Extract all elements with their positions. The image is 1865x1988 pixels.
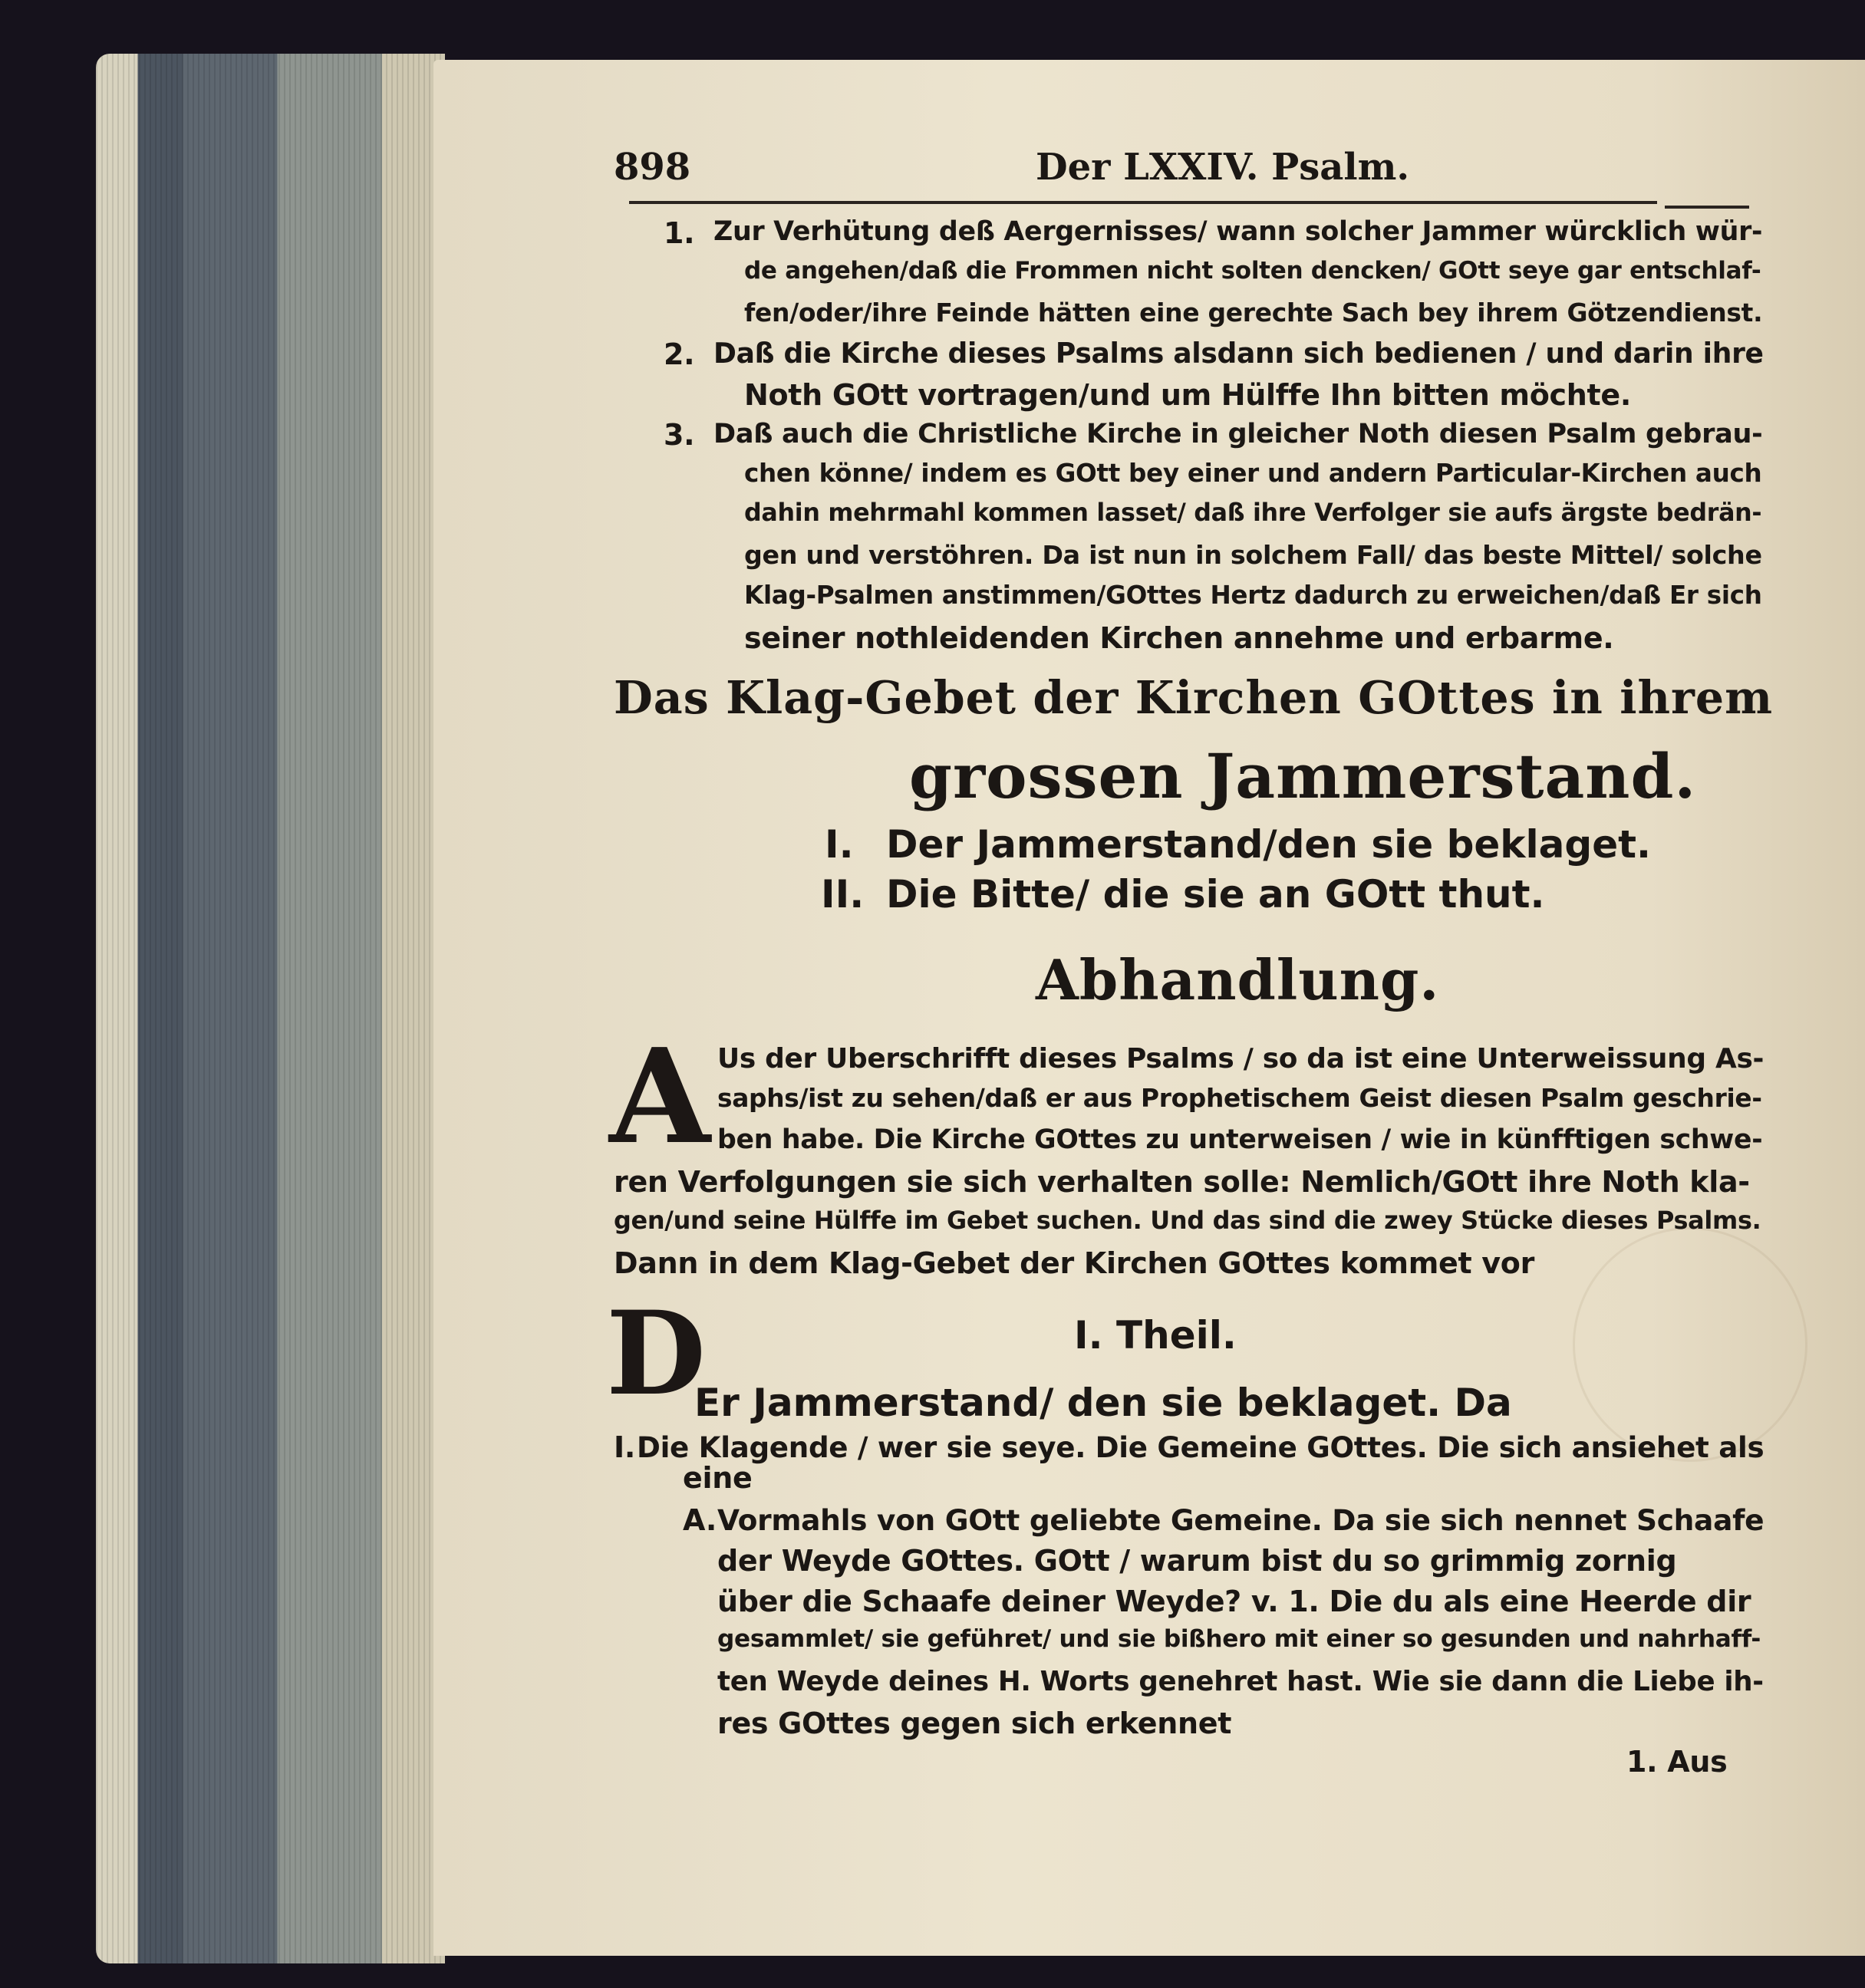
list-item-line: Daß die Kirche dieses Psalms alsdann sich bedienen / und darin ihre	[713, 337, 1764, 370]
list-item-line: dahin mehrmahl kommen lasset/ daß ihre Verfolger sie aufs ärgste bedrän-	[744, 499, 1762, 527]
catchword: 1. Aus	[1626, 1745, 1728, 1779]
paragraph-line: ben habe. Die Kirche GOttes zu unterweisen / wie in künfftigen schwe-	[717, 1124, 1763, 1155]
list-item-line: fen/oder/ihre Feinde hätten eine gerechte Sach bey ihrem Götzendienst.	[744, 298, 1763, 327]
item-line: Die Klagende / wer sie seye. Die Gemeine GOttes. Die sich ansiehet als	[637, 1430, 1765, 1464]
list-item-number: 2.	[664, 337, 695, 371]
item-line: gesammlet/ sie geführet/ und sie bißhero mit einer so gesunden und nahrhaff-	[717, 1625, 1761, 1653]
paragraph-line: Us der Uberschrifft dieses Psalms / so da ist eine Unterweissung As-	[717, 1043, 1765, 1075]
item-number: I.	[614, 1430, 635, 1464]
page-header-title: Der LXXIV. Psalm.	[1036, 146, 1410, 189]
item-line: res GOttes gegen sich erkennet	[717, 1707, 1232, 1740]
part-number: II.	[821, 872, 865, 917]
theil-intro: Er Jammerstand/ den sie beklaget. Da	[694, 1381, 1512, 1425]
book-page-edges	[96, 54, 445, 1963]
list-item-line: Klag-Psalmen anstimmen/GOttes Hertz dadurch zu erweichen/daß Er sich	[744, 581, 1762, 610]
section-title-line2: grossen Jammerstand.	[909, 740, 1697, 812]
list-item-line: Zur Verhütung deß Aergernisses/ wann solcher Jammer würcklich wür-	[713, 216, 1763, 247]
page-number: 898	[614, 146, 691, 189]
list-item-line: de angehen/daß die Frommen nicht solten dencken/ GOtt seye gar entschlaf-	[744, 257, 1761, 285]
paragraph-line: ren Verfolgungen sie sich verhalten solle: Nemlich/GOtt ihre Noth kla-	[614, 1165, 1750, 1199]
list-item-line: seiner nothleidenden Kirchen annehme und erbarme.	[744, 621, 1614, 655]
header-rule-right	[1665, 206, 1749, 209]
dropcap-d: D	[606, 1286, 707, 1421]
list-item-line: Daß auch die Christliche Kirche in gleicher Noth diesen Psalm gebrau-	[713, 418, 1763, 449]
list-item-number: 3.	[664, 418, 695, 452]
item-line: eine	[683, 1461, 753, 1495]
list-item-number: 1.	[664, 216, 695, 250]
item-line: Vormahls von GOtt geliebte Gemeine. Da sie sich nennet Schaafe	[717, 1503, 1765, 1537]
item-line: über die Schaafe deiner Weyde? v. 1. Die du als eine Heerde dir	[717, 1585, 1751, 1618]
paragraph-line: Dann in dem Klag-Gebet der Kirchen GOttes kommet vor	[614, 1246, 1535, 1280]
abhandlung-heading: Abhandlung.	[1036, 947, 1440, 1012]
header-rule	[629, 201, 1657, 204]
bleed-through-stamp	[1573, 1227, 1807, 1462]
item-line: der Weyde GOttes. GOtt / warum bist du so grimmig zornig	[717, 1544, 1677, 1578]
section-title-line1: Das Klag-Gebet der Kirchen GOttes in ihrem	[614, 671, 1774, 724]
paragraph-line: saphs/ist zu sehen/daß er aus Prophetischem Geist diesen Psalm geschrie-	[717, 1084, 1762, 1113]
dropcap-a: A	[609, 1020, 710, 1173]
part-number: I.	[825, 822, 854, 867]
theil-heading: I. Theil.	[1074, 1313, 1237, 1358]
list-item-line: chen könne/ indem es GOtt bey einer und andern Particular-Kirchen auch	[744, 459, 1762, 488]
list-item-line: Noth GOtt vortragen/und um Hülffe Ihn bitten möchte.	[744, 378, 1631, 412]
part-text: Der Jammerstand/den sie beklaget.	[886, 822, 1651, 867]
item-letter: A.	[683, 1503, 717, 1537]
part-text: Die Bitte/ die sie an GOtt thut.	[886, 872, 1545, 917]
list-item-line: gen und verstöhren. Da ist nun in solchem Fall/ das beste Mittel/ solche	[744, 540, 1762, 570]
paragraph-line: gen/und seine Hülffe im Gebet suchen. Und das sind die zwey Stücke dieses Psalms.	[614, 1206, 1761, 1235]
item-line: ten Weyde deines H. Worts genehret hast. Wie sie dann die Liebe ih-	[717, 1666, 1764, 1697]
